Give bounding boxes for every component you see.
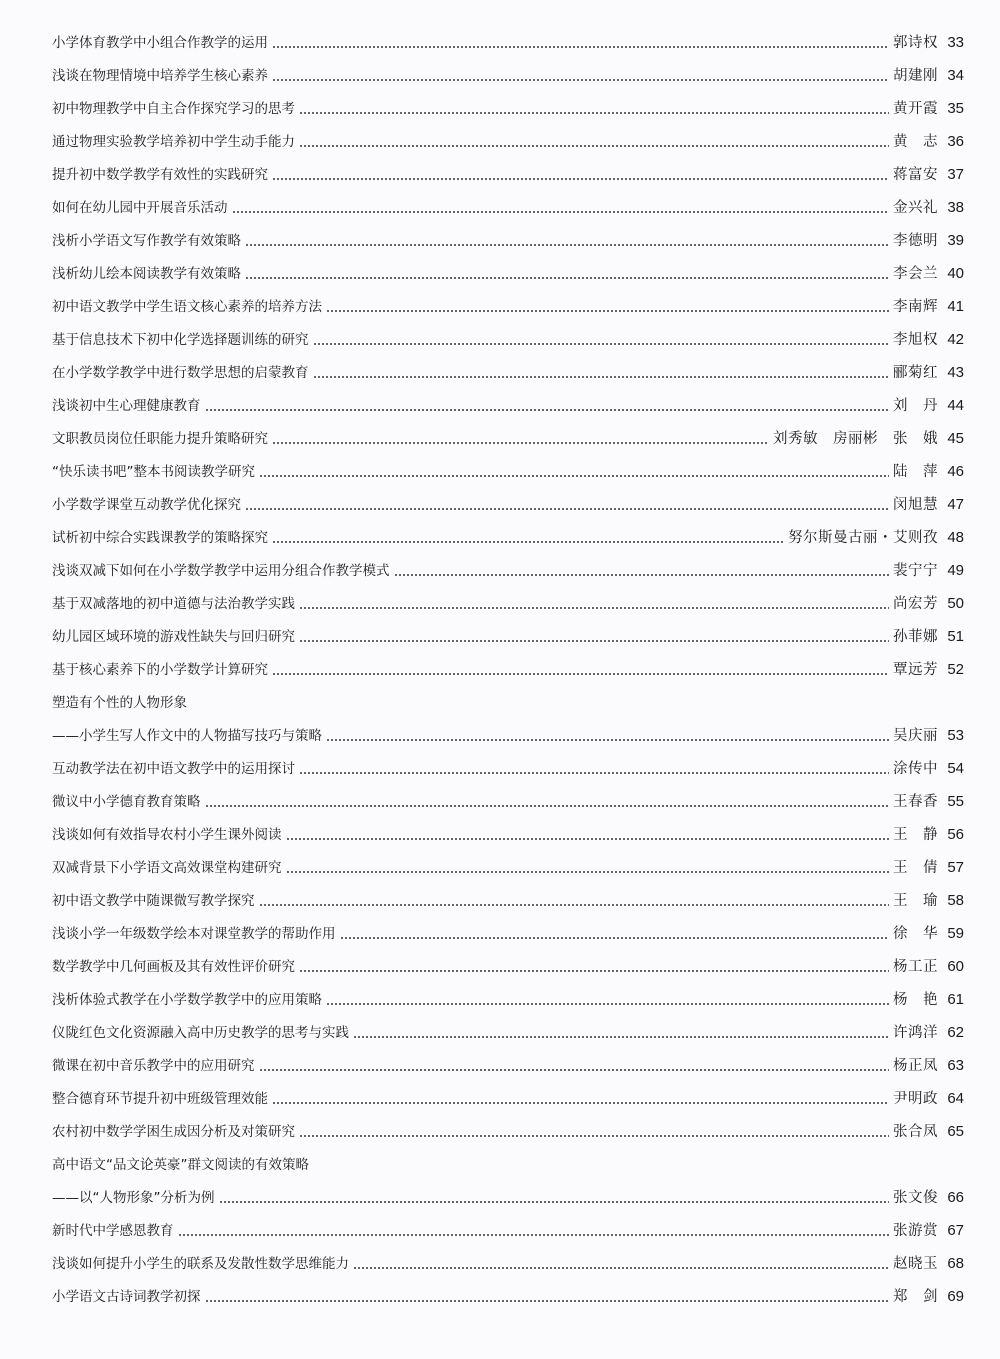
toc-entry-title: 浅谈小学一年级数学绘本对课堂教学的帮助作用 xyxy=(52,926,336,942)
dot-leader xyxy=(245,244,889,246)
toc-entry-page-number: 65 xyxy=(947,1123,964,1140)
dot-leader xyxy=(259,475,889,477)
toc-entry[interactable] xyxy=(52,1249,964,1273)
dot-leader xyxy=(272,79,889,81)
dot-leader xyxy=(286,871,890,873)
dot-leader xyxy=(299,145,889,147)
toc-entry[interactable] xyxy=(52,952,964,976)
toc-entry-author: 金兴礼 xyxy=(893,200,938,216)
dot-leader xyxy=(299,1135,889,1137)
dot-leader xyxy=(272,541,784,543)
toc-entry-author: 张合凤 xyxy=(893,1124,938,1140)
toc-entry[interactable] xyxy=(52,985,964,1009)
toc-entry-author: 李会兰 xyxy=(893,266,938,282)
toc-entry-page-number: 52 xyxy=(947,661,964,678)
toc-entry-page-number: 50 xyxy=(947,595,964,612)
toc-entry[interactable] xyxy=(52,160,964,184)
toc-entry-page-number: 48 xyxy=(947,529,964,546)
toc-entry[interactable] xyxy=(52,919,964,943)
toc-entry-author: 尹明政 xyxy=(893,1091,938,1107)
dot-leader xyxy=(191,706,934,708)
dot-leader xyxy=(299,772,889,774)
toc-entry-author: 李德明 xyxy=(893,233,938,249)
toc-entry-title: 在小学数学教学中进行数学思想的启蒙教育 xyxy=(52,365,309,381)
toc-entry-title: 如何在幼儿园中开展音乐活动 xyxy=(52,200,228,216)
toc-entry[interactable] xyxy=(52,1051,964,1075)
toc-entry-title: 初中物理教学中自主合作探究学习的思考 xyxy=(52,101,295,117)
toc-entry-title: 浅谈初中生心理健康教育 xyxy=(52,398,201,414)
dot-leader xyxy=(245,277,889,279)
toc-entry-title: 通过物理实验教学培养初中学生动手能力 xyxy=(52,134,295,150)
toc-entry-page-number: 66 xyxy=(947,1189,964,1206)
dot-leader xyxy=(340,937,890,939)
toc-entry-title: ——小学生写人作文中的人物描写技巧与策略 xyxy=(52,728,322,744)
dot-leader xyxy=(394,574,890,576)
dot-leader xyxy=(353,1267,889,1269)
toc-entry-author: 郦菊红 xyxy=(893,365,938,381)
toc-entry-title: 文职教员岗位任职能力提升策略研究 xyxy=(52,431,268,447)
toc-entry-title: 数学教学中几何画板及其有效性评价研究 xyxy=(52,959,295,975)
toc-entry-title: 浅谈双减下如何在小学数学教学中运用分组合作教学模式 xyxy=(52,563,390,579)
toc-entry-author: 郭诗权 xyxy=(893,35,938,51)
toc-entry-title: 双减背景下小学语文高效课堂构建研究 xyxy=(52,860,282,876)
dot-leader xyxy=(313,376,890,378)
toc-entry-title: 微议中小学德育教育策略 xyxy=(52,794,201,810)
toc-entry[interactable] xyxy=(52,358,964,382)
toc-entry-title: 浅析小学语文写作教学有效策略 xyxy=(52,233,241,249)
toc-entry-title: ——以“人物形象”分析为例 xyxy=(52,1190,215,1206)
toc-entry-page-number: 47 xyxy=(947,496,964,513)
toc-entry-author: 裴宁宁 xyxy=(893,563,938,579)
toc-entry-title: 塑造有个性的人物形象 xyxy=(52,695,187,711)
dot-leader xyxy=(272,46,889,48)
toc-entry-author: 徐 华 xyxy=(893,926,938,942)
toc-entry-title: 初中语文教学中随课微写教学探究 xyxy=(52,893,255,909)
toc-entry[interactable] xyxy=(52,1084,964,1108)
toc-entry[interactable] xyxy=(52,721,964,745)
toc-entry-author: 吴庆丽 xyxy=(893,728,938,744)
toc-entry-page-number: 69 xyxy=(947,1288,964,1305)
toc-entry[interactable] xyxy=(52,787,964,811)
toc-entry-title: 浅谈如何有效指导农村小学生课外阅读 xyxy=(52,827,282,843)
toc-entry[interactable] xyxy=(52,490,964,514)
dot-leader xyxy=(259,904,890,906)
toc-entry-author: 刘 丹 xyxy=(893,398,938,414)
toc-entry-page-number: 59 xyxy=(947,925,964,942)
toc-entry-author: 张游赏 xyxy=(893,1223,938,1239)
toc-entry-page-number: 58 xyxy=(947,892,964,909)
toc-entry-author: 王 瑜 xyxy=(893,893,938,909)
toc-entry-page-number: 54 xyxy=(947,760,964,777)
dot-leader xyxy=(245,508,889,510)
toc-entry-title: 试析初中综合实践课教学的策略探究 xyxy=(52,530,268,546)
toc-entry-author: 涂传中 xyxy=(893,761,938,777)
toc-entry-page-number: 46 xyxy=(947,463,964,480)
toc-entry-page-number: 37 xyxy=(947,166,964,183)
toc-entry-author: 孙菲娜 xyxy=(893,629,938,645)
toc-entry-author: 黄 志 xyxy=(893,134,938,150)
toc-entry-author: 王 静 xyxy=(893,827,938,843)
toc-entry-page-number: 38 xyxy=(947,199,964,216)
toc-entry-author: 李南辉 xyxy=(893,299,938,315)
toc-entry-page-number: 68 xyxy=(947,1255,964,1272)
toc-entry-title: 小学数学课堂互动教学优化探究 xyxy=(52,497,241,513)
toc-entry-page-number: 36 xyxy=(947,133,964,150)
toc-entry-author: 杨 艳 xyxy=(893,992,938,1008)
dot-leader xyxy=(272,442,769,444)
toc-entry-author: 努尔斯曼古丽・艾则孜 xyxy=(788,530,938,546)
toc-entry-page-number: 39 xyxy=(947,232,964,249)
toc-entry[interactable] xyxy=(52,622,964,646)
toc-entry-page-number: 62 xyxy=(947,1024,964,1041)
toc-entry[interactable] xyxy=(52,1150,964,1174)
toc-entry-author: 张文俊 xyxy=(893,1190,938,1206)
toc-entry[interactable] xyxy=(52,226,964,250)
dot-leader xyxy=(326,1003,889,1005)
toc-entry-page-number: 63 xyxy=(947,1057,964,1074)
toc-entry[interactable] xyxy=(52,391,964,415)
dot-leader xyxy=(299,607,889,609)
dot-leader xyxy=(205,805,890,807)
toc-entry-author: 李旭权 xyxy=(893,332,938,348)
toc-entry-author: 赵晓玉 xyxy=(893,1256,938,1272)
toc-entry-page-number: 33 xyxy=(947,34,964,51)
toc-entry[interactable] xyxy=(52,259,964,283)
dot-leader xyxy=(178,1234,890,1236)
toc-entry[interactable] xyxy=(52,655,964,679)
toc-entry-title: 小学体育教学中小组合作教学的运用 xyxy=(52,35,268,51)
toc-entry-title: 浅谈如何提升小学生的联系及发散性数学思维能力 xyxy=(52,1256,349,1272)
dot-leader xyxy=(353,1036,889,1038)
toc-entry[interactable] xyxy=(52,688,964,712)
dot-leader xyxy=(326,310,889,312)
toc-entry-page-number: 42 xyxy=(947,331,964,348)
dot-leader xyxy=(205,1300,890,1302)
toc-entry[interactable] xyxy=(52,127,964,151)
toc-entry[interactable] xyxy=(52,589,964,613)
toc-entry[interactable] xyxy=(52,1018,964,1042)
dot-leader xyxy=(299,970,889,972)
toc-entry[interactable] xyxy=(52,886,964,910)
toc-entry-title: 基于信息技术下初中化学选择题训练的研究 xyxy=(52,332,309,348)
dot-leader xyxy=(272,1102,889,1104)
dot-leader xyxy=(219,1201,890,1203)
toc-entry-title: 基于核心素养下的小学数学计算研究 xyxy=(52,662,268,678)
toc-entry-author: 刘秀敏 房丽彬 张 娥 xyxy=(773,431,938,447)
toc-entry-page-number: 56 xyxy=(947,826,964,843)
toc-entry-title: 微课在初中音乐教学中的应用研究 xyxy=(52,1058,255,1074)
toc-entry-author: 郑 剑 xyxy=(893,1289,938,1305)
toc-entry-author: 黄开霞 xyxy=(893,101,938,117)
dot-leader xyxy=(313,343,890,345)
toc-entry-title: 初中语文教学中学生语文核心素养的培养方法 xyxy=(52,299,322,315)
toc-entry-title: 浅析体验式教学在小学数学教学中的应用策略 xyxy=(52,992,322,1008)
toc-entry[interactable] xyxy=(52,523,964,547)
dot-leader xyxy=(272,178,889,180)
toc-entry-author: 王 倩 xyxy=(893,860,938,876)
toc-entry-author: 尚宏芳 xyxy=(893,596,938,612)
toc-entry[interactable] xyxy=(52,292,964,316)
toc-entry-title: 幼儿园区域环境的游戏性缺失与回归研究 xyxy=(52,629,295,645)
dot-leader xyxy=(205,409,890,411)
toc-entry[interactable] xyxy=(52,325,964,349)
toc-entry[interactable] xyxy=(52,1117,964,1141)
toc-entry-title: 小学语文古诗词教学初探 xyxy=(52,1289,201,1305)
toc-entry-page-number: 55 xyxy=(947,793,964,810)
toc-entry-page-number: 41 xyxy=(947,298,964,315)
toc-entry-page-number: 61 xyxy=(947,991,964,1008)
toc-entry[interactable] xyxy=(52,457,964,481)
toc-entry-author: 许鸿洋 xyxy=(893,1025,938,1041)
toc-entry-title: 仪陇红色文化资源融入高中历史教学的思考与实践 xyxy=(52,1025,349,1041)
toc-entry[interactable] xyxy=(52,853,964,877)
toc-entry[interactable] xyxy=(52,1216,964,1240)
toc-entry[interactable] xyxy=(52,820,964,844)
toc-entry-title: 浅谈在物理情境中培养学生核心素养 xyxy=(52,68,268,84)
toc-entry-page-number: 60 xyxy=(947,958,964,975)
toc-entry-page-number: 67 xyxy=(947,1222,964,1239)
toc-entry[interactable] xyxy=(52,61,964,85)
toc-entry-title: 新时代中学感恩教育 xyxy=(52,1223,174,1239)
dot-leader xyxy=(232,211,890,213)
dot-leader xyxy=(286,838,890,840)
toc-entry-page-number: 49 xyxy=(947,562,964,579)
toc-entry[interactable] xyxy=(52,556,964,580)
toc-entry-title: 提升初中数学教学有效性的实践研究 xyxy=(52,167,268,183)
toc-entry-page-number: 45 xyxy=(947,430,964,447)
toc-entry-page-number: 53 xyxy=(947,727,964,744)
toc-entry-page-number: 43 xyxy=(947,364,964,381)
toc-entry-title: “快乐读书吧”整本书阅读教学研究 xyxy=(52,464,255,480)
toc-entry-page-number: 51 xyxy=(947,628,964,645)
toc-entry-title: 基于双减落地的初中道德与法治教学实践 xyxy=(52,596,295,612)
toc-entry[interactable] xyxy=(52,754,964,778)
dot-leader xyxy=(326,739,889,741)
toc-entry-title: 农村初中数学学困生成因分析及对策研究 xyxy=(52,1124,295,1140)
toc-entry-author: 杨正凤 xyxy=(893,1058,938,1074)
toc-entry-page-number: 57 xyxy=(947,859,964,876)
toc-entry-author: 闵旭慧 xyxy=(893,497,938,513)
toc-entry[interactable] xyxy=(52,28,964,52)
toc-entry-page-number: 34 xyxy=(947,67,964,84)
toc-entry-page-number: 35 xyxy=(947,100,964,117)
dot-leader xyxy=(313,1168,934,1170)
toc-entry[interactable] xyxy=(52,1282,964,1306)
dot-leader xyxy=(259,1069,890,1071)
toc-entry-author: 王春香 xyxy=(893,794,938,810)
dot-leader xyxy=(272,673,889,675)
toc-entry-author: 杨工正 xyxy=(893,959,938,975)
toc-entry[interactable] xyxy=(52,193,964,217)
toc-entry-title: 高中语文“品文论英豪”群文阅读的有效策略 xyxy=(52,1157,309,1173)
toc-entry[interactable] xyxy=(52,424,964,448)
toc-entry-author: 覃远芳 xyxy=(893,662,938,678)
toc-entry[interactable] xyxy=(52,94,964,118)
toc-entry-title: 整合德育环节提升初中班级管理效能 xyxy=(52,1091,268,1107)
dot-leader xyxy=(299,112,889,114)
toc-entry[interactable] xyxy=(52,1183,964,1207)
toc-entry-author: 陆 萍 xyxy=(893,464,938,480)
toc-entry-author: 胡建刚 xyxy=(893,68,938,84)
dot-leader xyxy=(299,640,889,642)
toc-entry-page-number: 64 xyxy=(947,1090,964,1107)
toc-entry-author: 蒋富安 xyxy=(893,167,938,183)
toc-entry-page-number: 44 xyxy=(947,397,964,414)
toc-entry-page-number: 40 xyxy=(947,265,964,282)
toc-entry-title: 互动教学法在初中语文教学中的运用探讨 xyxy=(52,761,295,777)
toc-entry-title: 浅析幼儿绘本阅读教学有效策略 xyxy=(52,266,241,282)
